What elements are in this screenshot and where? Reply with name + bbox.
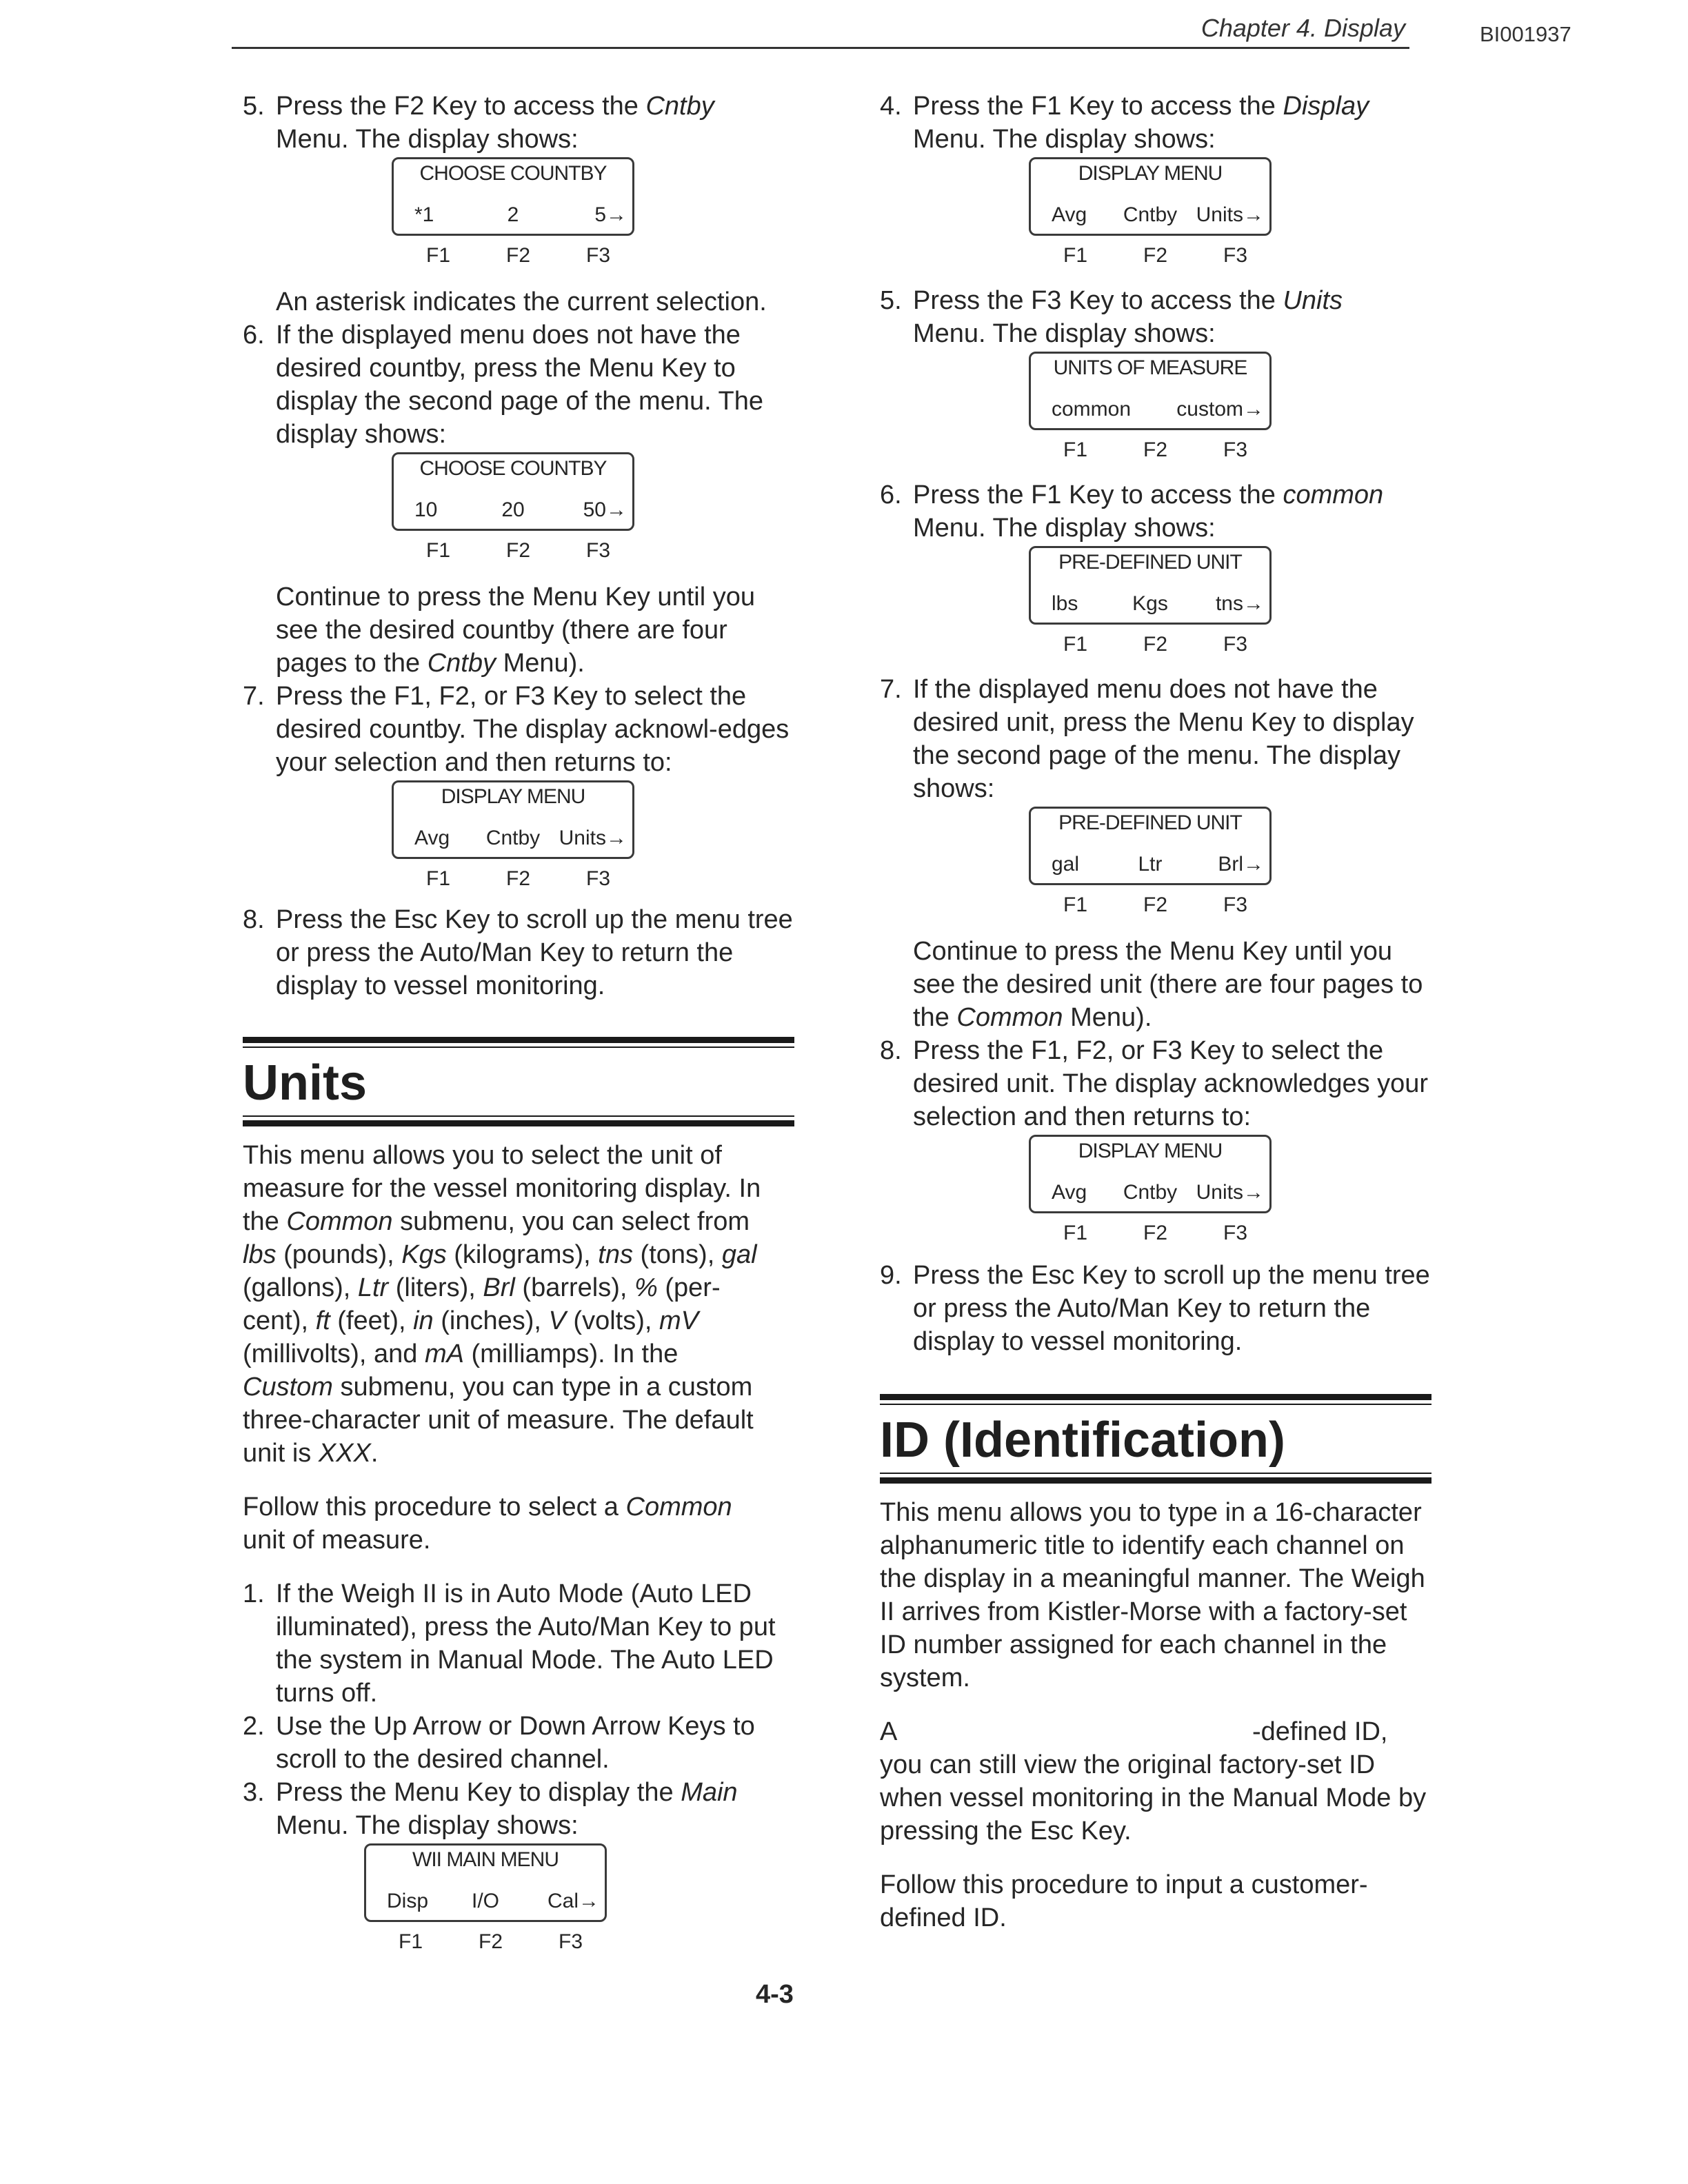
document-id: BI001937 [1480,22,1571,46]
lcd-screen: CHOOSE COUNTBY 10 20 50→ [392,452,634,531]
section-rule [243,1115,794,1117]
step-4-display: 4. Press the F1 Key to access the Display Menu. The display shows: [880,92,1369,154]
left-column [243,90,794,1972]
units-description-line: (millivolts), and mA (milliamps). In the [243,1339,679,1368]
step-6-common: 6. Press the F1 Key to access the common Menu. The display shows: [880,481,1384,543]
step-5-cntby: 5. Press the F2 Key to access the Cntby Menu. The display shows: [243,92,714,154]
lcd-screen: CHOOSE COUNTBY *1 2 5→ [392,157,634,236]
lcd-screen: DISPLAY MENU Avg Cntby Units→ [392,780,634,859]
lcd-units-of-measure: UNITS OF MEASURE common custom→ F1 F2 F3 [880,350,1431,478]
lcd-screen: UNITS OF MEASURE common custom→ [1029,352,1272,430]
step-6-countby-page: 6. If the displayed menu does not have the desired countby, press the Menu Key to display the second page of the menu. The display shows: [243,321,764,449]
id-heading: ID (Identification) [880,1413,1285,1468]
lcd-screen: WII MAIN MENU Disp I/O Cal→ [364,1843,607,1922]
lcd-display-menu: DISPLAY MENU Avg Cntby Units→ F1 F2 F3 [880,156,1431,284]
units-description-line: measure for the vessel monitoring display. In [243,1174,761,1203]
asterisk-note: An asterisk indicates the current selection. [276,287,767,316]
lcd-main-menu: WII MAIN MENU Disp I/O Cal→ F1 F2 F3 [215,1842,794,1972]
section-rule [880,1477,1431,1484]
section-rule [243,1046,794,1048]
continue-note-unit: Continue to press the Menu Key until you see the desired unit (there are four pages to the Common Menu). [913,937,1423,1032]
step-9-esc: 9. Press the Esc Key to scroll up the menu tree or press the Auto/Man Key to return the display to vessel monitoring. [880,1261,1430,1356]
lcd-predefined-unit-1: PRE-DEFINED UNIT lbs Kgs tns→ F1 F2 F3 [880,545,1431,673]
lcd-display-menu-return: DISPLAY MENU Avg Cntby Units→ F1 F2 F3 [880,1133,1431,1263]
section-rule [243,1037,794,1043]
section-rule [880,1394,1431,1400]
step-7-unit-page: 7. If the displayed menu does not have the desired unit, press the Menu Key to display the second page of the menu. The display shows: [880,675,1414,803]
lcd-screen: DISPLAY MENU Avg Cntby Units→ [1029,157,1272,236]
lcd-screen: PRE-DEFINED UNIT gal Ltr Brl→ [1029,807,1272,885]
step-7-select-countby: 7. Press the F1, F2, or F3 Key to select the desired countby. The display acknowl-edges your selection and then returns to: [243,682,790,777]
header-rule [232,47,1409,49]
section-rule [880,1473,1431,1474]
units-section-heading [243,1037,794,1126]
units-description-line: Custom submenu, you can type in a custom [243,1373,753,1402]
units-description [243,1139,794,1470]
units-description-line: lbs (pounds), Kgs (kilograms), tns (tons), gal [243,1240,757,1269]
units-description-line: the Common submenu, you can select from [243,1207,750,1236]
page-number: 4-3 [756,1980,794,2009]
units-description-line: cent), ft (feet), in (inches), V (volts), mV [243,1306,699,1335]
lcd-predefined-unit-2: PRE-DEFINED UNIT gal Ltr Brl→ F1 F2 F3 [880,805,1431,935]
units-description-line: unit is XXX. [243,1439,379,1468]
section-rule [880,1404,1431,1405]
lcd-choose-countby-1: CHOOSE COUNTBY *1 2 5→ F1 F2 F3 [243,156,794,285]
id-description: This menu allows you to type in a 16-character alphanumeric title to identify each channel on the display in a meaningful manner. The Weigh II arrives from Kistler-Morse with a factory-set ID number assigned for each channel in the system. [880,1498,1425,1692]
step-8-esc: 8. Press the Esc Key to scroll up the menu tree or press the Auto/Man Key to return the display to vessel monitoring. [243,905,793,1000]
units-description-line: This menu allows you to select the unit of [243,1141,722,1170]
id-factory-note: A -defined ID, you can still view the original factory-set ID when vessel monitoring in the Manual Mode by pressing the Esc Key. [880,1717,1427,1846]
units-step-3: 3. Press the Menu Key to display the Main Menu. The display shows: [243,1778,738,1840]
units-procedure-intro: Follow this procedure to select a Common unit of measure. [243,1493,732,1555]
units-step-1: 1. If the Weigh II is in Auto Mode (Auto LED illuminated), press the Auto/Man Key to put the system in Manual Mode. The Auto LED turns off. [243,1579,776,1708]
units-description-line: (gallons), Ltr (liters), Brl (barrels), % (per- [243,1273,721,1302]
units-description-line: three-character unit of measure. The default [243,1406,754,1435]
lcd-display-menu: DISPLAY MENU Avg Cntby Units→ F1 F2 F3 [243,779,794,909]
right-column [880,90,1431,1934]
id-procedure-intro: Follow this procedure to input a customer-defined ID. [880,1870,1368,1932]
continue-note-countby: Continue to press the Menu Key until you see the desired countby (there are four pages to the Cntby Menu). [276,583,755,678]
lcd-screen: DISPLAY MENU Avg Cntby Units→ [1029,1135,1272,1213]
id-section-heading [880,1394,1431,1484]
lcd-choose-countby-2: CHOOSE COUNTBY 10 20 50→ F1 F2 F3 [243,451,794,580]
units-step-2: 2. Use the Up Arrow or Down Arrow Keys to scroll to the desired channel. [243,1712,755,1774]
chapter-header: Chapter 4. Display [1200,14,1405,42]
section-rule [243,1120,794,1126]
step-5-units: 5. Press the F3 Key to access the Units Menu. The display shows: [880,286,1343,348]
step-8-select-unit: 8. Press the F1, F2, or F3 Key to select the desired unit. The display acknowledges your selection and then returns to: [880,1036,1429,1131]
units-heading: Units [243,1055,367,1111]
lcd-screen: PRE-DEFINED UNIT lbs Kgs tns→ [1029,546,1272,625]
